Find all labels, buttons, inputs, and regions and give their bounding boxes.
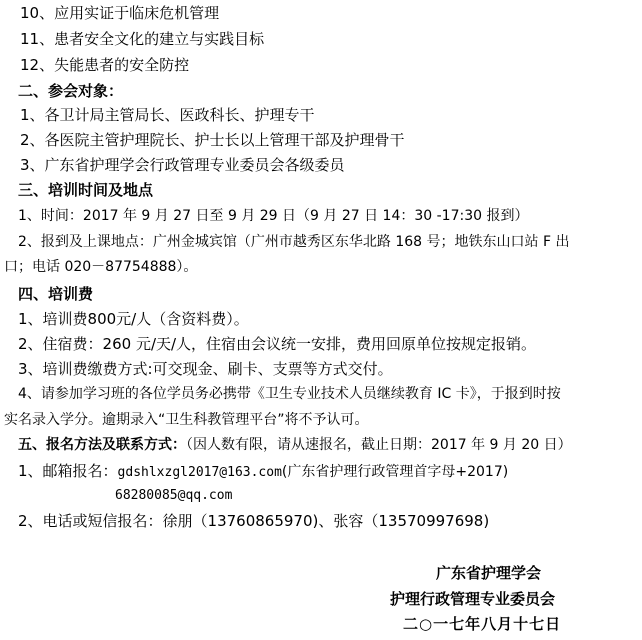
registration-heading-row <box>18 435 572 455</box>
email-registration-label: 1、邮箱报名： <box>18 462 118 480</box>
signature-org-committee: 护理行政管理专业委员会 <box>390 590 556 608</box>
fee-item-3: 3、培训费缴费方式:可交现金、刷卡、支票等方式交付。 <box>18 360 393 378</box>
fee-item-1: 1、培训费800元/人（含资料费）。 <box>18 310 249 328</box>
section-heading-participants: 二、参会对象： <box>18 82 124 100</box>
signature-date: 二○一七年八月十七日 <box>403 615 562 633</box>
topic-item-12: 12、失能患者的安全防控 <box>20 56 190 74</box>
registration-deadline-note: （因人数有限，请从速报名，截止日期：2017 年 9 月 20 日） <box>186 437 572 453</box>
section-heading-time-place: 三、培训时间及地点 <box>18 181 154 199</box>
signature-org-society: 广东省护理学会 <box>436 564 542 582</box>
participant-item-1: 1、各卫计局主管局长、医政科长、护理专干 <box>20 106 315 124</box>
email-registration-row <box>18 461 508 483</box>
section-heading-registration: 五、报名方法及联系方式： <box>18 437 186 453</box>
section-heading-fees: 四、培训费 <box>18 285 94 303</box>
training-place-line2: 口；电话 020－87754888）。 <box>4 259 198 275</box>
fee-item-2: 2、住宿费：260 元/天/人，住宿由会议统一安排，费用回原单位按规定报销。 <box>18 335 537 353</box>
phone-registration: 2、电话或短信报名：徐朋（13760865970)、张容（13570997698) <box>18 512 490 530</box>
topic-item-11: 11、患者安全文化的建立与实践目标 <box>20 30 265 48</box>
fee-item-4-line2: 实名录入学分。逾期录入“卫生科教管理平台”将不予认可。 <box>4 412 369 428</box>
fee-item-4-line1: 4、请参加学习班的各位学员务必携带《卫生专业技术人员继续教育 IC 卡》，于报到时按 <box>18 386 561 402</box>
registration-email-2: 68280085@qq.com <box>115 488 233 503</box>
registration-email-1: gdshlxzgl2017@163.com <box>117 465 282 480</box>
registration-email-1-note: (广东省护理行政管理首字母+2017) <box>281 464 509 480</box>
topic-item-10: 10、应用实证于临床危机管理 <box>20 4 220 22</box>
participant-item-3: 3、广东省护理学会行政管理专业委员会各级委员 <box>20 156 345 174</box>
training-time: 1、时间：2017 年 9 月 27 日至 9 月 29 日（9 月 27 日 14：30 -17:30 报到） <box>18 208 529 224</box>
participant-item-2: 2、各医院主管护理院长、护士长以上管理干部及护理骨干 <box>20 131 405 149</box>
training-place-line1: 2、报到及上课地点：广州金城宾馆（广州市越秀区东华北路 168 号；地铁东山口站 F 出 <box>18 234 570 250</box>
